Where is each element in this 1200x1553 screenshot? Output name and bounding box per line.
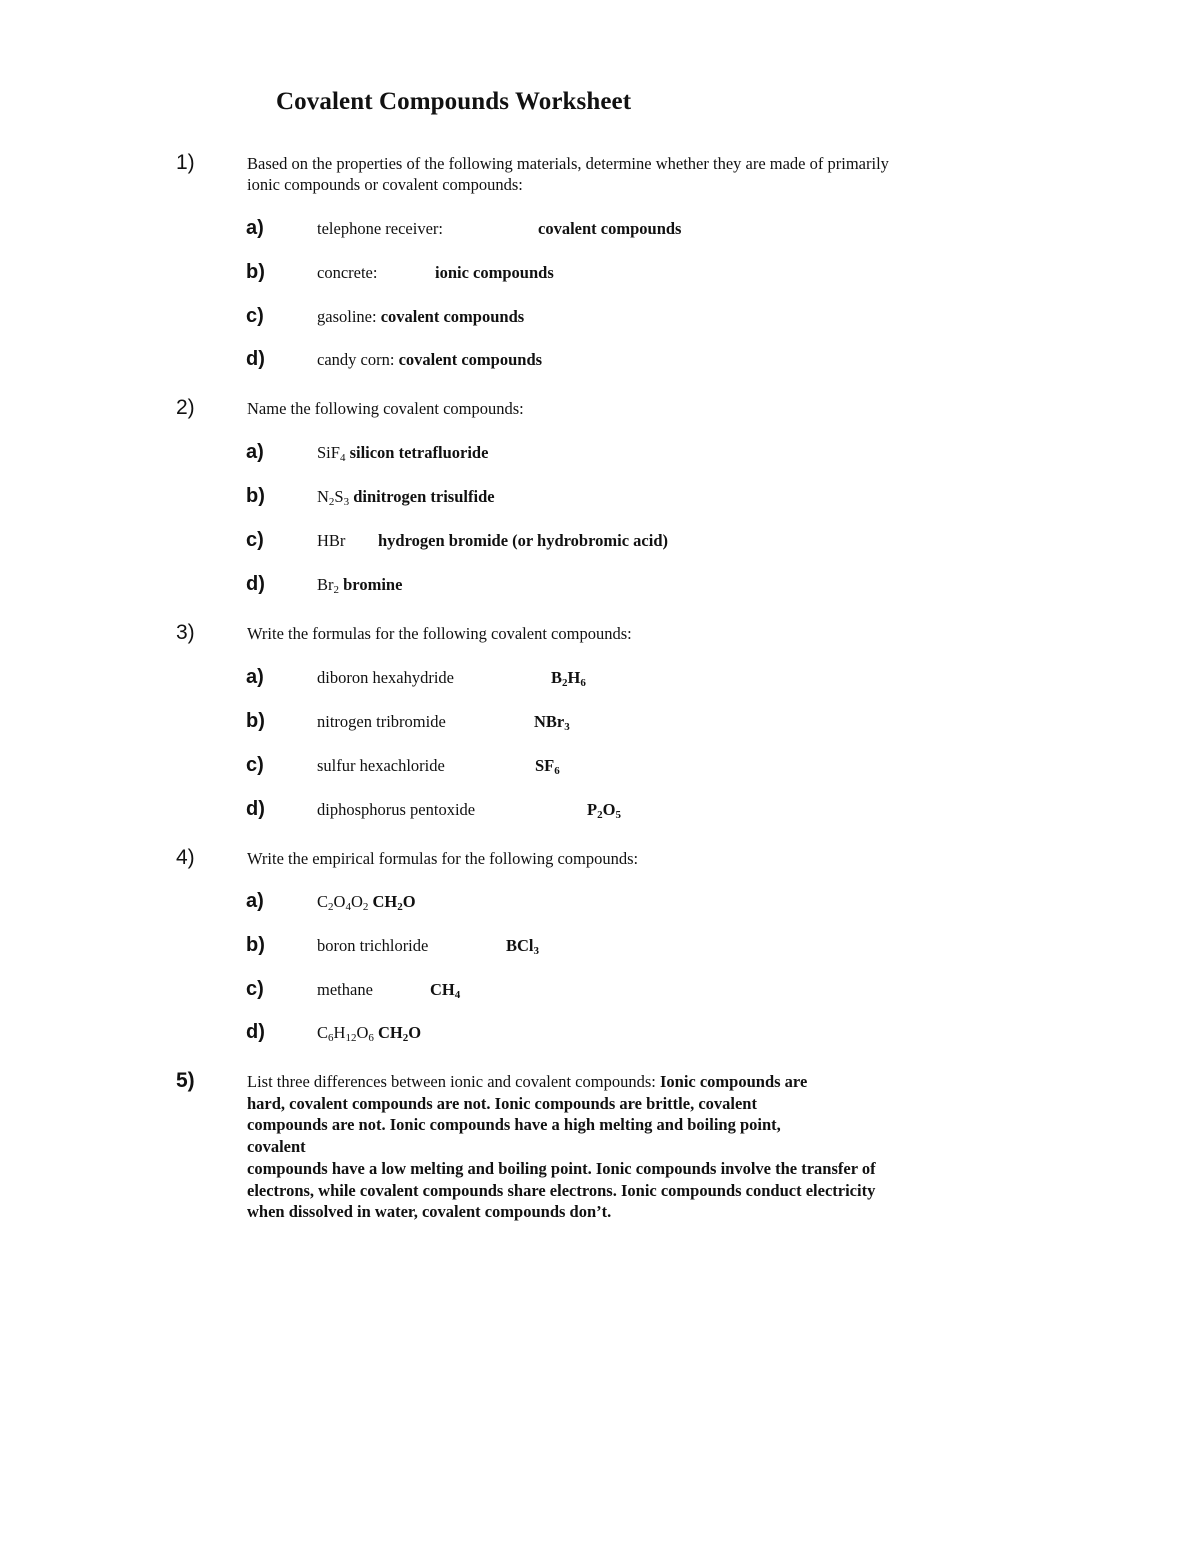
item-answer: covalent compounds bbox=[538, 219, 682, 238]
item-answer: $P_2O_5$ bbox=[587, 800, 621, 821]
item-letter: a) bbox=[246, 890, 264, 912]
q1-item-b bbox=[0, 261, 1200, 285]
formula: $C_6H_{12}O_6$ bbox=[317, 1023, 374, 1044]
item-answer: $CH_4$ bbox=[430, 980, 461, 1001]
item-prompt: methane bbox=[317, 980, 373, 999]
item-letter: c) bbox=[246, 529, 264, 551]
question-text bbox=[247, 153, 1027, 195]
question-text bbox=[247, 1071, 1017, 1223]
answer-text: covalent bbox=[247, 1137, 306, 1157]
question-text-line: ionic compounds or covalent compounds: bbox=[247, 175, 523, 194]
item-prompt: candy corn: bbox=[317, 350, 395, 369]
item-prompt: concrete: bbox=[317, 263, 378, 282]
item-prompt: gasoline: bbox=[317, 307, 377, 326]
item-letter: d) bbox=[246, 573, 265, 595]
question-prompt: List three differences between ionic and covalent compounds: bbox=[247, 1072, 656, 1091]
item-text bbox=[317, 487, 495, 507]
q3-item-d bbox=[0, 798, 1200, 822]
item-answer: $SF_6$ bbox=[535, 756, 560, 777]
item-text bbox=[317, 307, 524, 327]
worksheet-title: Covalent Compounds Worksheet bbox=[276, 88, 632, 115]
q3-item-a bbox=[0, 666, 1200, 690]
question-text: Name the following covalent compounds: bbox=[247, 399, 524, 418]
question-number: 3) bbox=[176, 621, 195, 644]
item-prompt: telephone receiver: bbox=[317, 219, 443, 238]
q2-item-c bbox=[0, 529, 1200, 553]
item-prompt: diboron hexahydride bbox=[317, 668, 455, 687]
item-answer: covalent compounds bbox=[398, 350, 543, 369]
question-number: 4) bbox=[176, 846, 195, 869]
q4-item-c bbox=[0, 978, 1200, 1002]
item-answer: hydrogen bromide (or hydrobromic acid) bbox=[378, 531, 668, 550]
formula: SiF$_4$ bbox=[317, 443, 346, 464]
item-letter: b) bbox=[246, 261, 265, 283]
item-text bbox=[317, 350, 542, 370]
q4-item-b bbox=[0, 934, 1200, 958]
q5-line bbox=[247, 1071, 1017, 1093]
item-answer: NBr$_3$ bbox=[534, 712, 570, 733]
item-letter: a) bbox=[246, 666, 264, 688]
item-prompt: nitrogen tribromide bbox=[317, 712, 446, 731]
item-text bbox=[317, 575, 402, 595]
q4-item-a bbox=[0, 890, 1200, 914]
item-letter: c) bbox=[246, 754, 264, 776]
item-answer: $CH_2O$ bbox=[377, 1023, 422, 1044]
item-letter: b) bbox=[246, 710, 265, 732]
item-answer: covalent compounds bbox=[380, 307, 525, 326]
item-text bbox=[317, 892, 416, 912]
question-number: 1) bbox=[176, 151, 195, 174]
item-text bbox=[317, 443, 488, 463]
answer-text: when dissolved in water, covalent compounds don’t. bbox=[247, 1202, 612, 1222]
formula: $N_2S_3$ bbox=[317, 487, 350, 508]
item-answer: ionic compounds bbox=[435, 263, 554, 282]
item-answer: $B_2H_6$ bbox=[551, 668, 586, 689]
q1-item-a bbox=[0, 217, 1200, 241]
answer-text: compounds are not. Ionic compounds have a high melting and boiling point, bbox=[247, 1115, 781, 1135]
answer-text: hard, covalent compounds are not. Ionic compounds are brittle, covalent bbox=[247, 1093, 757, 1113]
formula: $Br_2$ bbox=[317, 575, 339, 596]
formula: HBr bbox=[317, 531, 346, 550]
item-answer: $CH_2O$ bbox=[372, 892, 416, 913]
question-number: 2) bbox=[176, 396, 195, 419]
q2-item-a bbox=[0, 441, 1200, 465]
question-text: Write the empirical formulas for the following compounds: bbox=[247, 849, 639, 868]
item-letter: b) bbox=[246, 934, 265, 956]
q4-item-d bbox=[0, 1021, 1200, 1045]
q3-item-c bbox=[0, 754, 1200, 778]
item-prompt: boron trichloride bbox=[317, 936, 429, 955]
question-text: Write the formulas for the following covalent compounds: bbox=[247, 624, 632, 643]
item-letter: b) bbox=[246, 485, 265, 507]
item-letter: a) bbox=[246, 441, 264, 463]
item-prompt: sulfur hexachloride bbox=[317, 756, 445, 775]
item-letter: d) bbox=[246, 1021, 265, 1043]
q3-item-b bbox=[0, 710, 1200, 734]
item-letter: d) bbox=[246, 348, 265, 370]
item-letter: c) bbox=[246, 978, 264, 1000]
item-letter: a) bbox=[246, 217, 264, 239]
q1-item-c bbox=[0, 305, 1200, 329]
item-letter: c) bbox=[246, 305, 264, 327]
question-number: 5) bbox=[176, 1069, 195, 1092]
answer-text: Ionic compounds are bbox=[659, 1072, 808, 1091]
question-text-line: Based on the properties of the following materials, determine whether they are made of primarily bbox=[247, 154, 889, 173]
answer-text: compounds have a low melting and boiling point. Ionic compounds involve the transfer of bbox=[247, 1158, 876, 1178]
item-answer: dinitrogen trisulfide bbox=[353, 487, 495, 506]
q2-item-b bbox=[0, 485, 1200, 509]
q2-item-d bbox=[0, 573, 1200, 597]
item-letter: d) bbox=[246, 798, 265, 820]
item-answer: silicon tetrafluoride bbox=[349, 443, 489, 462]
item-text bbox=[317, 1023, 421, 1043]
item-prompt: diphosphorus pentoxide bbox=[317, 800, 476, 819]
formula: $C_2O_4O_2$ bbox=[317, 892, 369, 913]
item-answer: BCl$_3$ bbox=[506, 936, 540, 957]
item-answer: bromine bbox=[343, 575, 403, 594]
q1-item-d bbox=[0, 348, 1200, 372]
answer-text: electrons, while covalent compounds share electrons. Ionic compounds conduct electricity bbox=[247, 1180, 876, 1200]
